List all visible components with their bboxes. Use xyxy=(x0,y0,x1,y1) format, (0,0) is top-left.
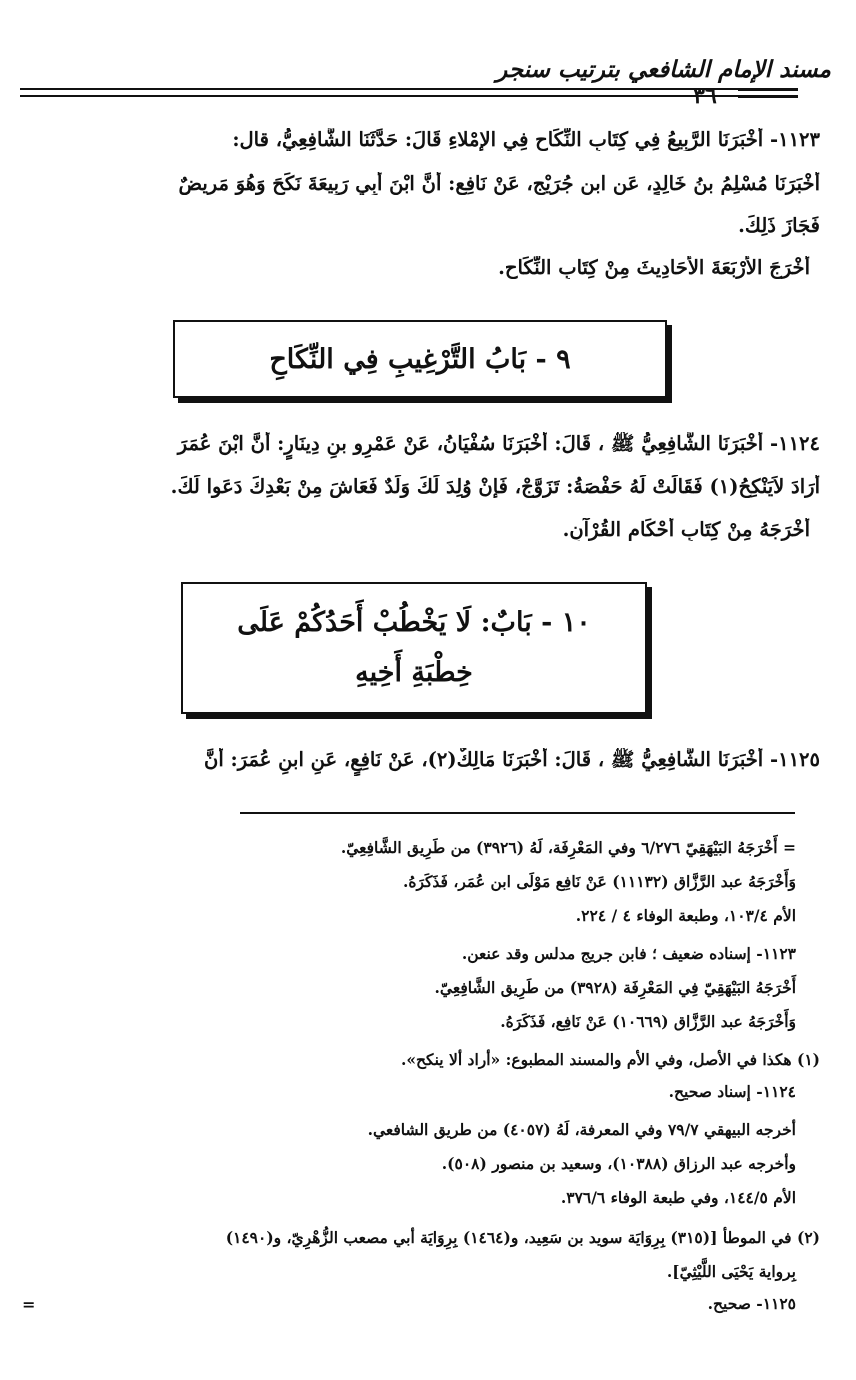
footnote-line: (١) هكذا في الأصل، وفي الأم والمسند المطبوع: «أراد ألا ينكح». xyxy=(400,1050,820,1069)
footnote-line: وأخرجه عبد الرزاق (١٠٣٨٨)، وسعيد بن منصور (٥٠٨). xyxy=(441,1154,796,1173)
chapter-10-title-line-2: خِطْبَةِ أَخِيهِ xyxy=(355,657,473,688)
page-number: ٣٦ xyxy=(693,83,717,109)
footnote-line: الأم ١٠٣/٤، وطبعة الوفاء ٤ / ٢٢٤. xyxy=(575,906,796,925)
running-header: مسند الإمام الشافعي بترتيب سنجر xyxy=(496,56,831,83)
footnote-rule xyxy=(240,812,795,814)
hadith-1123-note: أَخْرَجَ الأَرْبَعَةَ الأَحَادِيثَ مِنْ كِتَابِ النِّكَاحِ. xyxy=(498,256,810,279)
footnote-line: أخرجه البيهقي ٧٩/٧ وفي المعرفة، لَهُ (٤٠٥٧) من طريق الشافعي. xyxy=(367,1120,796,1139)
page-number-ornament xyxy=(738,88,798,102)
chapter-10-heading xyxy=(181,582,647,714)
hadith-1123-line-1: ١١٢٣- أخْبَرَنَا الرَّبِيعُ فِي كِتَابِ النِّكَاحِ فِي الإِمْلاءِ قَالَ: حَدَّثَنَا الشَّافِعِيُّ، قال: xyxy=(232,128,820,151)
chapter-9-title: ٩ - بَابُ التَّرْغِيبِ فِي النِّكَاحِ xyxy=(269,343,571,375)
hadith-1124-line-2: أَرَادَ لاَيَنْكِحُ(١) فَقَالَتْ لَهُ حَفْصَةُ: تَزَوَّجْ، فَإِنْ وُلِدَ لَكَ وَلَدٌ فَعَاشَ مِنْ بَعْدِكَ دَعَوا لَكَ. xyxy=(170,475,820,498)
footnote-line: ١١٢٥- صحيح. xyxy=(707,1294,796,1313)
footnote-line: وَأَخْرَجَهُ عبد الرَّزَّاق (١٠٦٦٩) عَنْ نَافِع، فَذَكَرَهُ. xyxy=(500,1012,796,1031)
footnote-line: (٢) في الموطأ [(٣١٥) بِرِوَايَة سويد بن سَعِيد، و(١٤٦٤) بِرِوَايَة أبي مصعب الزُّهْرِيّ، و(١٤٩٠) xyxy=(225,1228,820,1247)
hadith-1123-line-2: أَخْبَرَنَا مُسْلِمُ بنُ خَالِدٍ، عَنِ ابنِ جُرَيْجٍ، عَنْ نَافِعٍ: أَنَّ ابْنَ أَبِي رَبِيعَةَ نَكَحَ وَهُوَ مَرِيضٌ xyxy=(178,172,820,195)
continuation-mark: = xyxy=(22,1295,36,1314)
footnote-line: وَأَخْرَجَهُ عبد الرَّزَّاق (١١١٣٢) عَنْ نَافِع مَوْلَى ابن عُمَر، فَذَكَرَهُ. xyxy=(402,872,796,891)
footnote-line: ١١٢٣- إسناده ضعيف ؛ فابن جريج مدلس وقد عنعن. xyxy=(461,944,796,963)
chapter-9-heading xyxy=(173,320,667,398)
hadith-1123-line-3: فَجَازَ ذَلِكَ. xyxy=(738,214,820,237)
footnote-line: ١١٢٤- إسناد صحيح. xyxy=(668,1082,796,1101)
chapter-10-title-line-1: ١٠ - بَابٌ: لَا يَخْطُبْ أَحَدُكُمْ عَلَى xyxy=(237,607,591,638)
footnote-line: الأم ١٤٤/٥، وفي طبعة الوفاء ٣٧٦/٦. xyxy=(560,1188,796,1207)
hadith-1124-line-1: ١١٢٤- أَخْبَرَنَا الشَّافِعِيُّ ﷺ ، قَالَ: أَخْبَرَنَا سُفْيَانُ، عَنْ عَمْرِو بنِ دِينَارٍ: أَنَّ ابْنَ عُمَرَ xyxy=(177,432,820,455)
hadith-1125-line-1: ١١٢٥- أَخْبَرَنَا الشَّافِعِيُّ ﷺ ، قَالَ: أَخْبَرَنَا مَالِكٌ(٢)، عَنْ نَافِعٍ، عَنِ ابنِ عُمَرَ: أَنَّ xyxy=(204,748,820,771)
footnote-line: أَخْرَجَهُ البَيْهَقِيّ فِي المَعْرِفَة (٣٩٢٨) من طَرِيق الشَّافِعِيّ. xyxy=(434,978,796,997)
footnote-line: بِرواية يَحْيَى اللَّيْثِيّ]. xyxy=(666,1262,796,1281)
footnote-line: = أَخْرَجَهُ البَيْهَقِيّ ٦/٢٧٦ وفي المَعْرِفَة، لَهُ (٣٩٢٦) من طَرِيق الشَّافِعِيّ. xyxy=(340,838,796,857)
hadith-1124-note: أَخْرَجَهُ مِنْ كِتَابِ أَحْكَامِ القُرْآنِ. xyxy=(562,518,810,541)
